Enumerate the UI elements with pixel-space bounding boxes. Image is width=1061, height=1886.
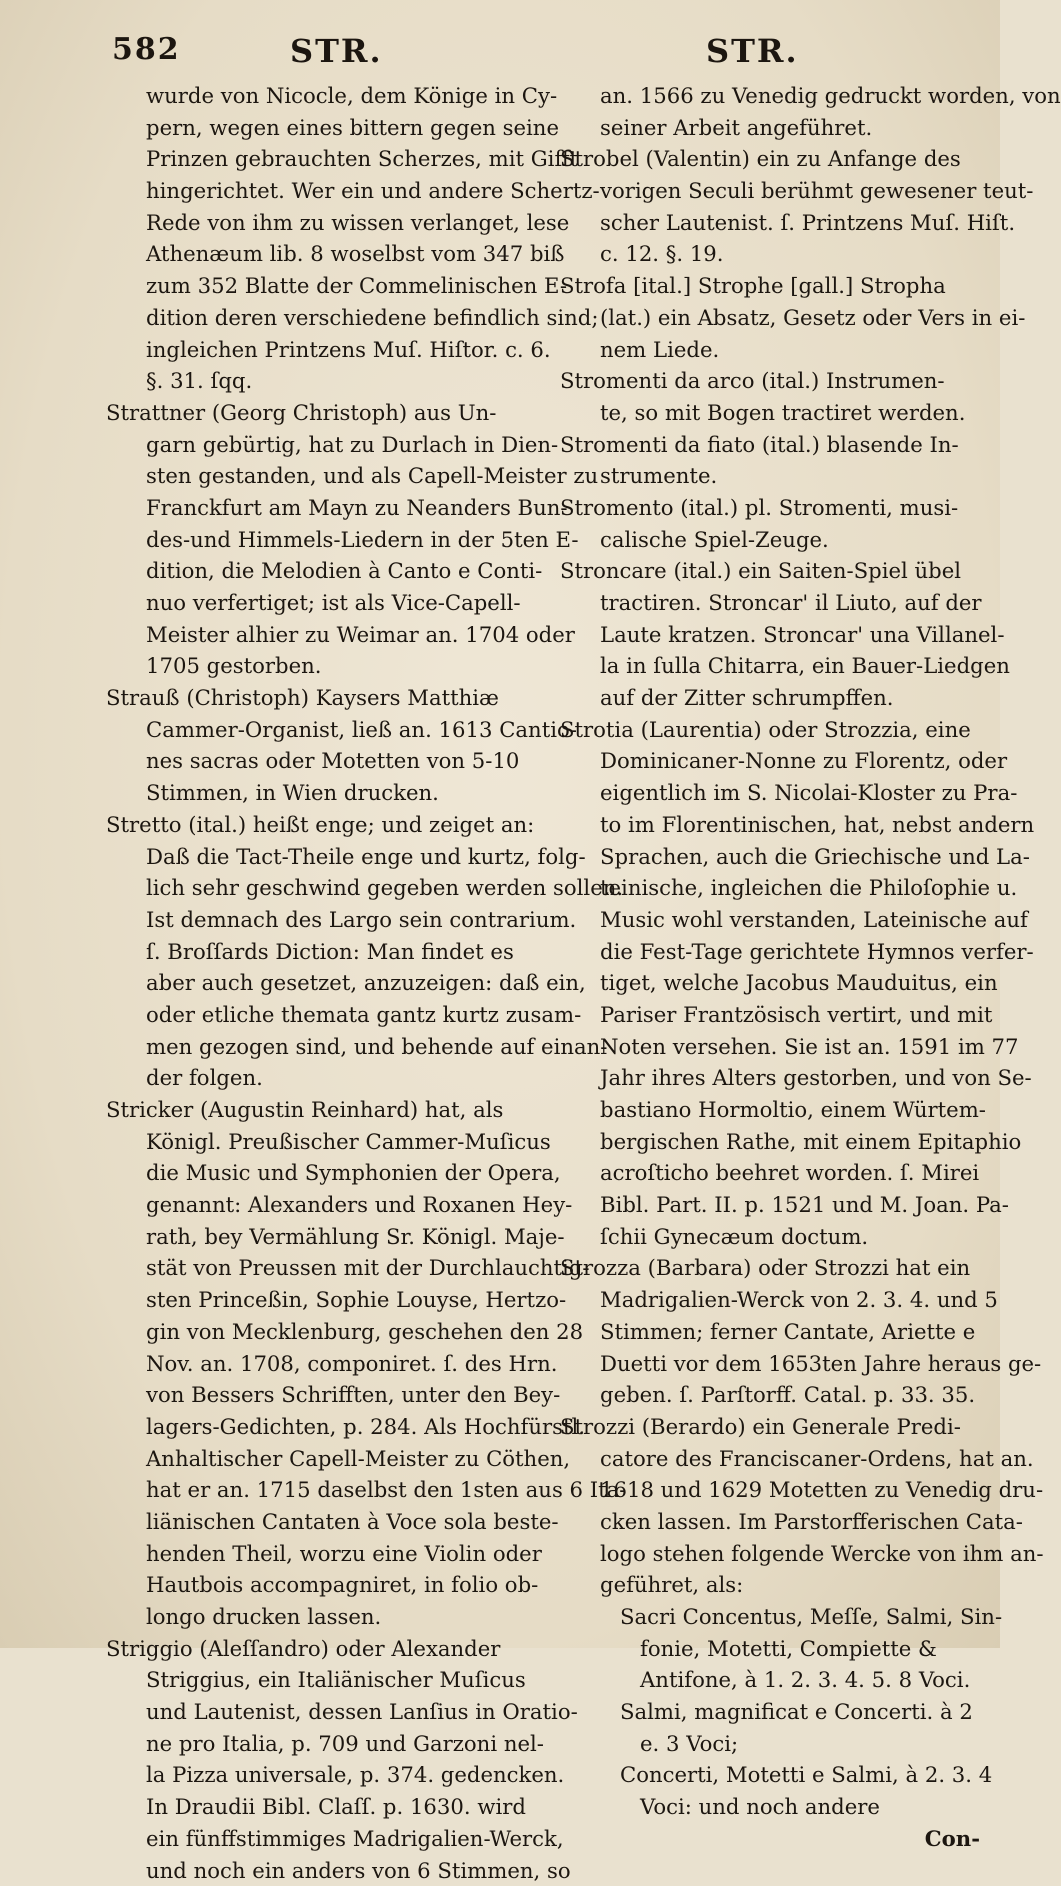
entry-stroncare xyxy=(560,555,980,713)
text-line: bergischen Rathe, mit einem Epitaphio xyxy=(560,1126,980,1158)
text-line: Stromenti da arco (ital.) Instrumen- xyxy=(560,365,980,397)
text-line: henden Theil, worzu eine Violin oder xyxy=(106,1538,546,1570)
text-line: Jahr ihres Alters gestorben, und von Se- xyxy=(560,1062,980,1094)
text-line: nem Liede. xyxy=(560,334,980,366)
text-line: logo stehen folgende Wercke von ihm an- xyxy=(560,1538,980,1570)
text-line: tractiren. Stroncar' il Liuto, auf der xyxy=(560,587,980,619)
text-line: liänischen Cantaten à Voce sola beste- xyxy=(106,1506,546,1538)
text-line: nes sacras oder Motetten von 5-10 xyxy=(106,745,546,777)
text-line: Cammer-Organist, ließ an. 1613 Cantio- xyxy=(106,714,546,746)
text-line: von Bessers Schrifften, unter den Bey- xyxy=(106,1379,546,1411)
text-line: dition deren verschiedene befindlich sind; xyxy=(106,302,546,334)
running-head-left: STR. xyxy=(290,32,383,70)
text-line: rath, bey Vermählung Sr. Königl. Maje- xyxy=(106,1221,546,1253)
text-line: In Draudii Bibl. Claſſ. p. 1630. wird xyxy=(106,1791,546,1823)
text-line: lagers-Gedichten, p. 284. Als Hochfürstl. xyxy=(106,1411,546,1443)
text-line: die Fest-Tage gerichtete Hymnos verfer- xyxy=(560,936,980,968)
text-line: Stromento (ital.) pl. Stromenti, musi- xyxy=(560,492,980,524)
text-line: sten Princeßin, Sophie Louyse, Hertzo- xyxy=(106,1284,546,1316)
text-line: ingleichen Printzens Muſ. Hiſtor. c. 6. xyxy=(106,334,546,366)
text-line: und Lautenist, dessen Lanſius in Oratio- xyxy=(106,1696,546,1728)
text-line: Salmi, magnificat e Concerti. à 2 xyxy=(560,1696,980,1728)
text-line: geben. ſ. Parſtorff. Catal. p. 33. 35. xyxy=(560,1379,980,1411)
text-line: oder etliche themata gantz kurtz zusam- xyxy=(106,999,546,1031)
text-line: Concerti, Motetti e Salmi, à 2. 3. 4 xyxy=(560,1759,980,1791)
text-line: genannt: Alexanders und Roxanen Hey- xyxy=(106,1189,546,1221)
text-line: Hautbois accompagniret, in folio ob- xyxy=(106,1569,546,1601)
text-line: hat er an. 1715 daselbst den 1sten aus 6 Ita- xyxy=(106,1474,546,1506)
running-head-right: STR. xyxy=(706,32,799,70)
text-line: to im Florentinischen, hat, nebst andern xyxy=(560,809,980,841)
text-line: fonie, Motetti, Compiette & xyxy=(560,1633,980,1665)
right-column xyxy=(560,80,980,1855)
entry-strofa xyxy=(560,270,980,365)
text-line: calische Spiel-Zeuge. xyxy=(560,524,980,556)
entry-striggio xyxy=(106,1633,546,1886)
text-line: stät von Preussen mit der Durchlauchtig- xyxy=(106,1252,546,1284)
text-line: ein fünffstimmiges Madrigalien-Werck, xyxy=(106,1823,546,1855)
text-line: Stretto (ital.) heißt enge; und zeiget an: xyxy=(106,809,546,841)
text-line: §. 31. ſqq. xyxy=(106,365,546,397)
text-line: ſ. Broſſards Diction: Man findet es xyxy=(106,936,546,968)
text-line: garn gebürtig, hat zu Durlach in Dien- xyxy=(106,429,546,461)
text-line: Stricker (Augustin Reinhard) hat, als xyxy=(106,1094,546,1126)
text-line: Noten versehen. Sie ist an. 1591 im 77 xyxy=(560,1031,980,1063)
text-line: Antifone, à 1. 2. 3. 4. 5. 8 Voci. xyxy=(560,1664,980,1696)
entry-stromento xyxy=(560,492,980,555)
text-line: sten gestanden, und als Capell-Meister zu xyxy=(106,460,546,492)
entry-stretto xyxy=(106,809,546,1094)
text-line: Pariser Frantzösisch vertirt, und mit xyxy=(560,999,980,1031)
text-line: zum 352 Blatte der Commelinischen E- xyxy=(106,270,546,302)
text-line: catore des Franciscaner-Ordens, hat an. xyxy=(560,1443,980,1475)
entry-strotia xyxy=(560,714,980,1253)
text-line: gin von Mecklenburg, geschehen den 28 xyxy=(106,1316,546,1348)
entry-nicocles-tail xyxy=(106,80,546,397)
text-line: Strofa [ital.] Strophe [gall.] Stropha xyxy=(560,270,980,302)
page-header xyxy=(0,30,1000,80)
entry-strattner xyxy=(106,397,546,682)
text-line: (lat.) ein Absatz, Gesetz oder Vers in ei- xyxy=(560,302,980,334)
text-line: die Music und Symphonien der Opera, xyxy=(106,1157,546,1189)
text-line: Duetti vor dem 1653ten Jahre heraus ge- xyxy=(560,1348,980,1380)
text-line: Prinzen gebrauchten Scherzes, mit Gifft xyxy=(106,143,546,175)
text-line: Nov. an. 1708, componiret. ſ. des Hrn. xyxy=(106,1348,546,1380)
text-line: pern, wegen eines bittern gegen seine xyxy=(106,112,546,144)
text-line: Striggius, ein Italiänischer Muſicus xyxy=(106,1664,546,1696)
entry-strauss xyxy=(106,682,546,809)
text-line: Anhaltischer Capell-Meister zu Cöthen, xyxy=(106,1443,546,1475)
text-line: Strozzi (Berardo) ein Generale Predi- xyxy=(560,1411,980,1443)
text-line: Meister alhier zu Weimar an. 1704 oder xyxy=(106,619,546,651)
left-column xyxy=(106,80,546,1886)
text-line: des-und Himmels-Liedern in der 5ten E- xyxy=(106,524,546,556)
text-line: Franckfurt am Mayn zu Neanders Bun- xyxy=(106,492,546,524)
text-line: Stimmen, in Wien drucken. xyxy=(106,777,546,809)
text-line: Königl. Preußischer Cammer-Muſicus xyxy=(106,1126,546,1158)
text-line: bastiano Hormoltio, einem Würtem- xyxy=(560,1094,980,1126)
text-line: Bibl. Part. II. p. 1521 und M. Joan. Pa- xyxy=(560,1189,980,1221)
text-line: nuo verfertiget; ist als Vice-Capell- xyxy=(106,587,546,619)
text-line: und noch ein anders von 6 Stimmen, so xyxy=(106,1855,546,1886)
entry-strobel xyxy=(560,143,980,270)
text-line: Stromenti da fiato (ital.) blasende In- xyxy=(560,429,980,461)
text-line: der folgen. xyxy=(106,1062,546,1094)
text-line: Ist demnach des Largo sein contrarium. xyxy=(106,904,546,936)
text-line: Strozza (Barbara) oder Strozzi hat ein xyxy=(560,1252,980,1284)
text-line: Music wohl verstanden, Lateinische auf xyxy=(560,904,980,936)
text-line: geführet, als: xyxy=(560,1569,980,1601)
text-line: lich sehr geschwind gegeben werden sollen. xyxy=(106,872,546,904)
text-line: tiget, welche Jacobus Mauduitus, ein xyxy=(560,967,980,999)
entry-strozza xyxy=(560,1252,980,1410)
text-line: te, so mit Bogen tractiret werden. xyxy=(560,397,980,429)
text-line: teinische, ingleichen die Philoſophie u. xyxy=(560,872,980,904)
text-line: ne pro Italia, p. 709 und Garzoni nel- xyxy=(106,1728,546,1760)
text-line: dition, die Melodien à Canto e Conti- xyxy=(106,555,546,587)
text-line: Laute kratzen. Stroncar' una Villanel- xyxy=(560,619,980,651)
catchword: Con- xyxy=(560,1823,980,1855)
text-line: e. 3 Voci; xyxy=(560,1728,980,1760)
text-line: an. 1566 zu Venedig gedruckt worden, von xyxy=(560,80,980,112)
text-line: vorigen Seculi berühmt gewesener teut- xyxy=(560,175,980,207)
text-line: hingerichtet. Wer ein und andere Schertz- xyxy=(106,175,546,207)
text-line: Daß die Tact-Theile enge und kurtz, folg- xyxy=(106,841,546,873)
page-number: 582 xyxy=(112,32,181,67)
entry-stromenti-arco xyxy=(560,365,980,428)
text-line: Stimmen; ferner Cantate, Ariette e xyxy=(560,1316,980,1348)
text-line: men gezogen sind, und behende auf einan- xyxy=(106,1031,546,1063)
entry-stricker xyxy=(106,1094,546,1633)
text-line: scher Lautenist. ſ. Printzens Muſ. Hiſt. xyxy=(560,207,980,239)
text-line: strumente. xyxy=(560,460,980,492)
entry-stromenti-fiato xyxy=(560,429,980,492)
text-line: c. 12. §. 19. xyxy=(560,238,980,270)
text-line: la Pizza universale, p. 374. gedencken. xyxy=(106,1759,546,1791)
text-line: Stroncare (ital.) ein Saiten-Spiel übel xyxy=(560,555,980,587)
text-line: Strobel (Valentin) ein zu Anfange des xyxy=(560,143,980,175)
text-line: Voci: und noch andere xyxy=(560,1791,980,1823)
text-line: Athenæum lib. 8 woselbst vom 347 biß xyxy=(106,238,546,270)
text-line: auf der Zitter schrumpffen. xyxy=(560,682,980,714)
entry-striggio-tail xyxy=(560,80,980,143)
text-line: longo drucken lassen. xyxy=(106,1601,546,1633)
text-line: ſchii Gynecæum doctum. xyxy=(560,1221,980,1253)
text-line: 1618 und 1629 Motetten zu Venedig dru- xyxy=(560,1474,980,1506)
text-line: cken lassen. Im Parstorfferischen Cata- xyxy=(560,1506,980,1538)
text-line: seiner Arbeit angeführet. xyxy=(560,112,980,144)
text-line: Strotia (Laurentia) oder Strozzia, eine xyxy=(560,714,980,746)
text-line: la in ſulla Chitarra, ein Bauer-Liedgen xyxy=(560,650,980,682)
text-line: Madrigalien-Werck von 2. 3. 4. und 5 xyxy=(560,1284,980,1316)
text-line: Sprachen, auch die Griechische und La- xyxy=(560,841,980,873)
text-line: Strattner (Georg Christoph) aus Un- xyxy=(106,397,546,429)
text-line: acroſticho beehret worden. ſ. Mirei xyxy=(560,1157,980,1189)
text-line: aber auch gesetzet, anzuzeigen: daß ein, xyxy=(106,967,546,999)
text-line: eigentlich im S. Nicolai-Kloster zu Pra- xyxy=(560,777,980,809)
text-line: Rede von ihm zu wissen verlanget, lese xyxy=(106,207,546,239)
text-line: 1705 gestorben. xyxy=(106,650,546,682)
text-line: wurde von Nicocle, dem Könige in Cy- xyxy=(106,80,546,112)
text-line: Dominicaner-Nonne zu Florentz, oder xyxy=(560,745,980,777)
text-line: Sacri Concentus, Meſſe, Salmi, Sin- xyxy=(560,1601,980,1633)
entry-strozzi-works xyxy=(560,1601,980,1823)
entry-strozzi xyxy=(560,1411,980,1601)
text-line: Strauß (Christoph) Kaysers Matthiæ xyxy=(106,682,546,714)
text-line: Striggio (Aleſſandro) oder Alexander xyxy=(106,1633,546,1665)
